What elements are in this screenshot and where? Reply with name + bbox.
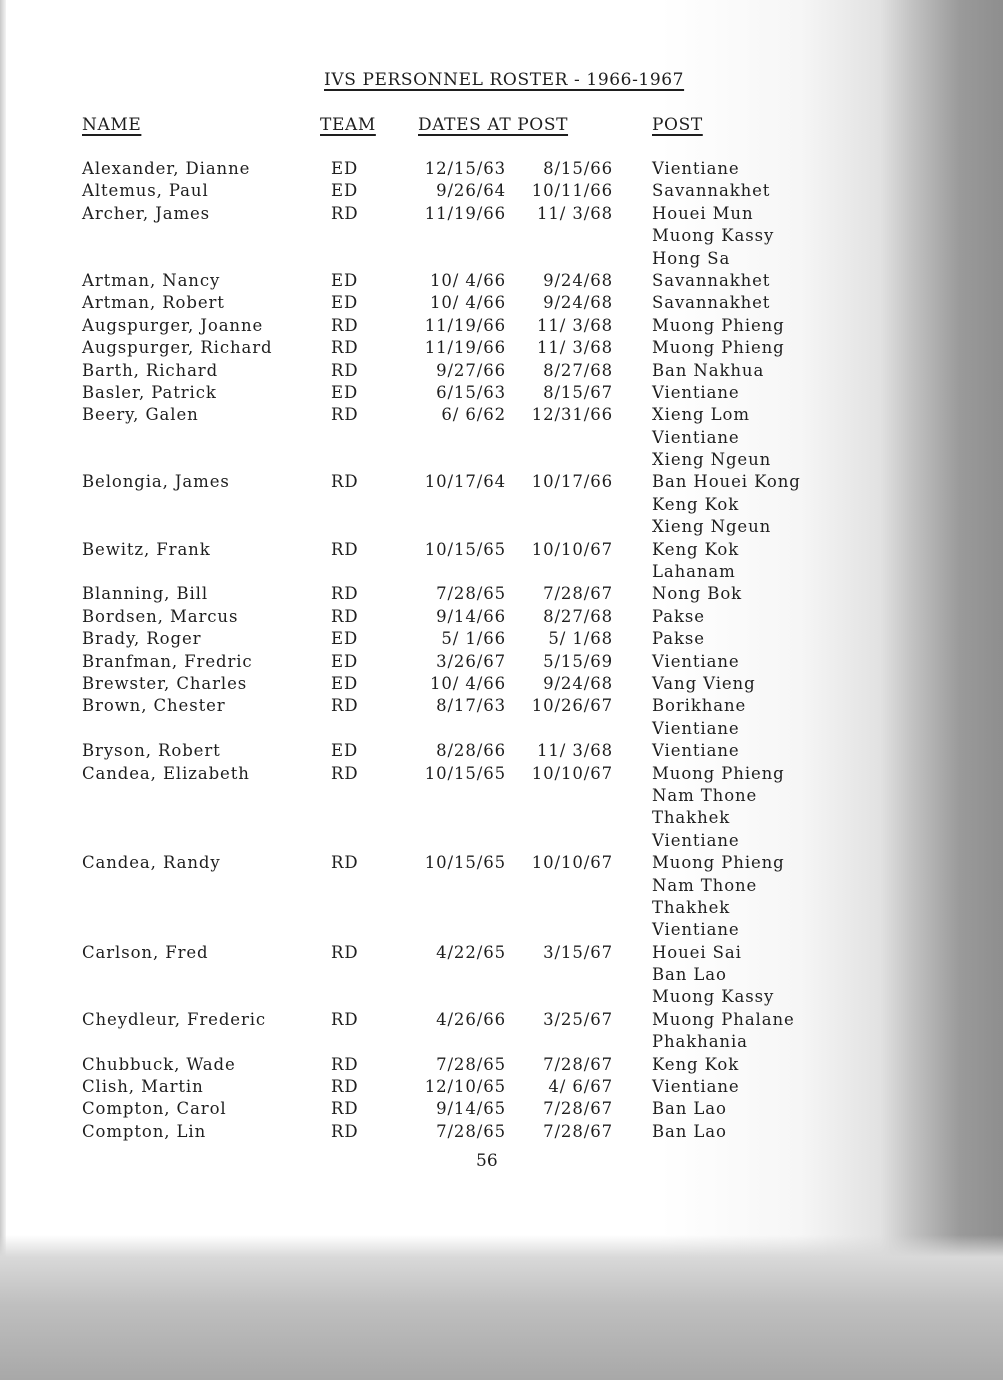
table-row <box>0 516 900 538</box>
row-team: RD <box>331 606 359 626</box>
row-team: RD <box>331 539 359 559</box>
row-post: Nong Bok <box>652 584 743 604</box>
table-row <box>0 248 900 270</box>
row-post: Savannakhet <box>652 181 771 201</box>
row-date-to: 10/11/66 <box>531 181 613 201</box>
table-row <box>0 875 900 897</box>
row-date-to: 3/25/67 <box>543 1009 613 1029</box>
row-post: Keng Kok <box>652 494 740 514</box>
row-post: Ban Lao <box>652 1099 727 1119</box>
row-name: Brown, Chester <box>82 696 226 716</box>
row-team: RD <box>331 472 359 492</box>
row-post: Muong Phalane <box>652 1009 795 1029</box>
row-name: Carlson, Fred <box>82 942 209 962</box>
table-row <box>0 315 900 337</box>
row-post: Borikhane <box>652 696 747 716</box>
row-date-to: 11/ 3/68 <box>536 338 613 358</box>
row-date-to: 5/ 1/68 <box>548 629 613 649</box>
row-team: ED <box>331 741 359 761</box>
row-date-from: 5/ 1/66 <box>441 629 506 649</box>
row-date-from: 12/15/63 <box>424 159 506 178</box>
row-team: RD <box>331 405 359 425</box>
row-team: ED <box>331 673 359 693</box>
row-name: Belongia, James <box>82 472 230 492</box>
row-team: RD <box>331 696 359 716</box>
row-team: RD <box>331 1009 359 1029</box>
row-name: Blanning, Bill <box>82 584 209 604</box>
row-date-from: 9/26/64 <box>436 181 506 201</box>
row-name: Alexander, Dianne <box>82 159 251 178</box>
row-date-to: 12/31/66 <box>531 405 613 425</box>
row-date-from: 7/28/65 <box>436 1054 506 1074</box>
row-date-to: 3/15/67 <box>543 942 613 962</box>
row-team: RD <box>331 853 359 873</box>
row-date-to: 10/10/67 <box>531 539 613 559</box>
row-post: Houei Mun <box>652 203 754 223</box>
row-post: Muong Phieng <box>652 763 785 783</box>
table-row <box>0 606 900 628</box>
table-row <box>0 471 900 493</box>
row-date-from: 10/15/65 <box>424 763 506 783</box>
row-post: Ban Lao <box>652 1121 727 1141</box>
row-date-to: 9/24/68 <box>543 673 613 693</box>
row-team: RD <box>331 942 359 962</box>
row-post: Pakse <box>652 629 705 649</box>
row-date-to: 4/ 6/67 <box>548 1077 613 1097</box>
roster-table <box>0 158 900 1143</box>
row-name: Clish, Martin <box>82 1077 204 1097</box>
row-post: Thakhek <box>652 808 731 828</box>
row-date-to: 10/26/67 <box>531 696 613 716</box>
table-row <box>0 807 900 829</box>
row-post: Vientiane <box>652 718 740 738</box>
row-date-to: 7/28/67 <box>543 584 613 604</box>
row-post: Lahanam <box>652 562 736 582</box>
row-post: Muong Kassy <box>652 987 775 1007</box>
header-post: POST <box>652 115 703 135</box>
row-name: Brady, Roger <box>82 629 202 649</box>
row-post: Muong Phieng <box>652 853 785 873</box>
row-team: RD <box>331 360 359 380</box>
row-date-from: 8/17/63 <box>436 696 506 716</box>
row-date-to: 11/ 3/68 <box>536 741 613 761</box>
row-date-from: 10/ 4/66 <box>429 270 506 290</box>
table-row <box>0 494 900 516</box>
row-name: Artman, Robert <box>82 293 225 313</box>
table-row <box>0 1098 900 1120</box>
row-team: ED <box>331 159 359 178</box>
table-row <box>0 942 900 964</box>
row-post: Vientiane <box>652 830 740 850</box>
table-row <box>0 628 900 650</box>
row-post: Ban Houei Kong <box>652 472 801 492</box>
row-date-from: 12/10/65 <box>424 1077 506 1097</box>
row-post: Pakse <box>652 606 705 626</box>
row-date-to: 5/15/69 <box>543 651 613 671</box>
row-name: Branfman, Fredric <box>82 651 253 671</box>
table-row <box>0 763 900 785</box>
row-team: ED <box>331 651 359 671</box>
row-date-to: 9/24/68 <box>543 270 613 290</box>
row-post: Vang Vieng <box>652 673 756 693</box>
row-date-to: 8/27/68 <box>543 606 613 626</box>
table-row <box>0 785 900 807</box>
table-row <box>0 852 900 874</box>
row-post: Vientiane <box>652 1077 740 1097</box>
row-date-from: 11/19/66 <box>424 338 506 358</box>
row-team: ED <box>331 382 359 402</box>
row-post: Vientiane <box>652 741 740 761</box>
row-date-to: 7/28/67 <box>543 1121 613 1141</box>
row-post: Vientiane <box>652 920 740 940</box>
row-name: Artman, Nancy <box>82 270 221 290</box>
table-row <box>0 449 900 471</box>
row-date-from: 6/ 6/62 <box>441 405 506 425</box>
table-row <box>0 539 900 561</box>
row-date-from: 6/15/63 <box>436 382 506 402</box>
row-name: Chubbuck, Wade <box>82 1054 236 1074</box>
row-date-from: 11/19/66 <box>424 315 506 335</box>
row-name: Archer, James <box>82 203 211 223</box>
table-row <box>0 270 900 292</box>
row-post: Vientiane <box>652 159 740 178</box>
table-row <box>0 427 900 449</box>
row-team: ED <box>331 629 359 649</box>
row-post: Ban Lao <box>652 965 727 985</box>
table-row <box>0 360 900 382</box>
row-post: Xieng Ngeun <box>652 450 772 470</box>
row-post: Xieng Lom <box>652 405 750 425</box>
row-team: RD <box>331 763 359 783</box>
row-date-from: 10/15/65 <box>424 539 506 559</box>
header-team: TEAM <box>320 115 376 135</box>
row-name: Basler, Patrick <box>82 382 217 402</box>
table-row <box>0 583 900 605</box>
row-post: Muong Kassy <box>652 226 775 246</box>
row-post: Muong Phieng <box>652 338 785 358</box>
row-team: RD <box>331 1054 359 1074</box>
row-team: RD <box>331 315 359 335</box>
row-date-from: 10/ 4/66 <box>429 673 506 693</box>
table-row <box>0 897 900 919</box>
row-name: Candea, Randy <box>82 853 221 873</box>
row-name: Candea, Elizabeth <box>82 763 250 783</box>
row-post: Vientiane <box>652 651 740 671</box>
row-team: RD <box>331 1077 359 1097</box>
table-row <box>0 180 900 202</box>
header-name: NAME <box>82 115 142 135</box>
row-date-from: 3/26/67 <box>436 651 506 671</box>
table-row <box>0 292 900 314</box>
table-row <box>0 158 900 180</box>
row-post: Keng Kok <box>652 539 740 559</box>
table-row <box>0 1076 900 1098</box>
row-name: Augspurger, Richard <box>82 338 273 358</box>
row-post: Savannakhet <box>652 293 771 313</box>
table-row <box>0 203 900 225</box>
row-post: Vientiane <box>652 427 740 447</box>
row-name: Bewitz, Frank <box>82 539 211 559</box>
table-row <box>0 382 900 404</box>
row-post: Xieng Ngeun <box>652 517 772 537</box>
row-name: Barth, Richard <box>82 360 219 380</box>
row-post: Hong Sa <box>652 248 731 268</box>
table-row <box>0 695 900 717</box>
row-post: Nam Thone <box>652 785 758 805</box>
table-row <box>0 561 900 583</box>
table-row <box>0 1009 900 1031</box>
row-team: ED <box>331 293 359 313</box>
row-date-to: 11/ 3/68 <box>536 315 613 335</box>
row-date-from: 10/15/65 <box>424 853 506 873</box>
table-row <box>0 718 900 740</box>
row-name: Bordsen, Marcus <box>82 606 239 626</box>
row-team: RD <box>331 1121 359 1141</box>
table-row <box>0 673 900 695</box>
row-date-from: 7/28/65 <box>436 584 506 604</box>
row-date-from: 9/14/66 <box>436 606 506 626</box>
row-post: Houei Sai <box>652 942 742 962</box>
table-row <box>0 1031 900 1053</box>
table-row <box>0 404 900 426</box>
row-date-to: 10/10/67 <box>531 853 613 873</box>
row-post: Ban Nakhua <box>652 360 765 380</box>
row-date-to: 8/15/66 <box>543 159 613 178</box>
row-post: Savannakhet <box>652 270 771 290</box>
table-row <box>0 919 900 941</box>
row-post: Keng Kok <box>652 1054 740 1074</box>
row-date-from: 11/19/66 <box>424 203 506 223</box>
row-post: Vientiane <box>652 382 740 402</box>
row-name: Cheydleur, Frederic <box>82 1009 267 1029</box>
table-row <box>0 225 900 247</box>
row-team: ED <box>331 270 359 290</box>
row-team: RD <box>331 338 359 358</box>
row-date-from: 8/28/66 <box>436 741 506 761</box>
row-post: Thakhek <box>652 897 731 917</box>
row-date-to: 10/10/67 <box>531 763 613 783</box>
row-date-to: 7/28/67 <box>543 1054 613 1074</box>
row-post: Muong Phieng <box>652 315 785 335</box>
row-team: RD <box>331 584 359 604</box>
scan-shadow <box>0 1235 1003 1380</box>
table-row <box>0 1121 900 1143</box>
row-team: RD <box>331 1099 359 1119</box>
row-date-from: 9/14/65 <box>436 1099 506 1119</box>
table-row <box>0 651 900 673</box>
table-row <box>0 986 900 1008</box>
table-row <box>0 830 900 852</box>
row-name: Compton, Carol <box>82 1099 227 1119</box>
roster-title: IVS PERSONNEL ROSTER - 1966-1967 <box>324 70 685 90</box>
row-date-from: 10/17/64 <box>424 472 506 492</box>
row-date-to: 8/15/67 <box>543 382 613 402</box>
header-dates: DATES AT POST <box>418 115 569 135</box>
row-post: Phakhania <box>652 1032 748 1052</box>
table-row <box>0 1054 900 1076</box>
row-name: Augspurger, Joanne <box>82 315 264 335</box>
page-number: 56 <box>476 1151 498 1171</box>
row-name: Beery, Galen <box>82 405 199 425</box>
row-team: ED <box>331 181 359 201</box>
table-row <box>0 337 900 359</box>
row-name: Bryson, Robert <box>82 741 221 761</box>
row-date-from: 9/27/66 <box>436 360 506 380</box>
table-row <box>0 740 900 762</box>
row-date-to: 11/ 3/68 <box>536 203 613 223</box>
row-name: Altemus, Paul <box>82 181 209 201</box>
row-date-from: 4/22/65 <box>436 942 506 962</box>
row-date-from: 10/ 4/66 <box>429 293 506 313</box>
row-date-to: 7/28/67 <box>543 1099 613 1119</box>
row-date-to: 10/17/66 <box>531 472 613 492</box>
row-name: Compton, Lin <box>82 1121 207 1141</box>
row-post: Nam Thone <box>652 875 758 895</box>
row-date-to: 9/24/68 <box>543 293 613 313</box>
table-row <box>0 964 900 986</box>
row-name: Brewster, Charles <box>82 673 248 693</box>
row-team: RD <box>331 203 359 223</box>
row-date-from: 7/28/65 <box>436 1121 506 1141</box>
row-date-from: 4/26/66 <box>436 1009 506 1029</box>
row-date-to: 8/27/68 <box>543 360 613 380</box>
